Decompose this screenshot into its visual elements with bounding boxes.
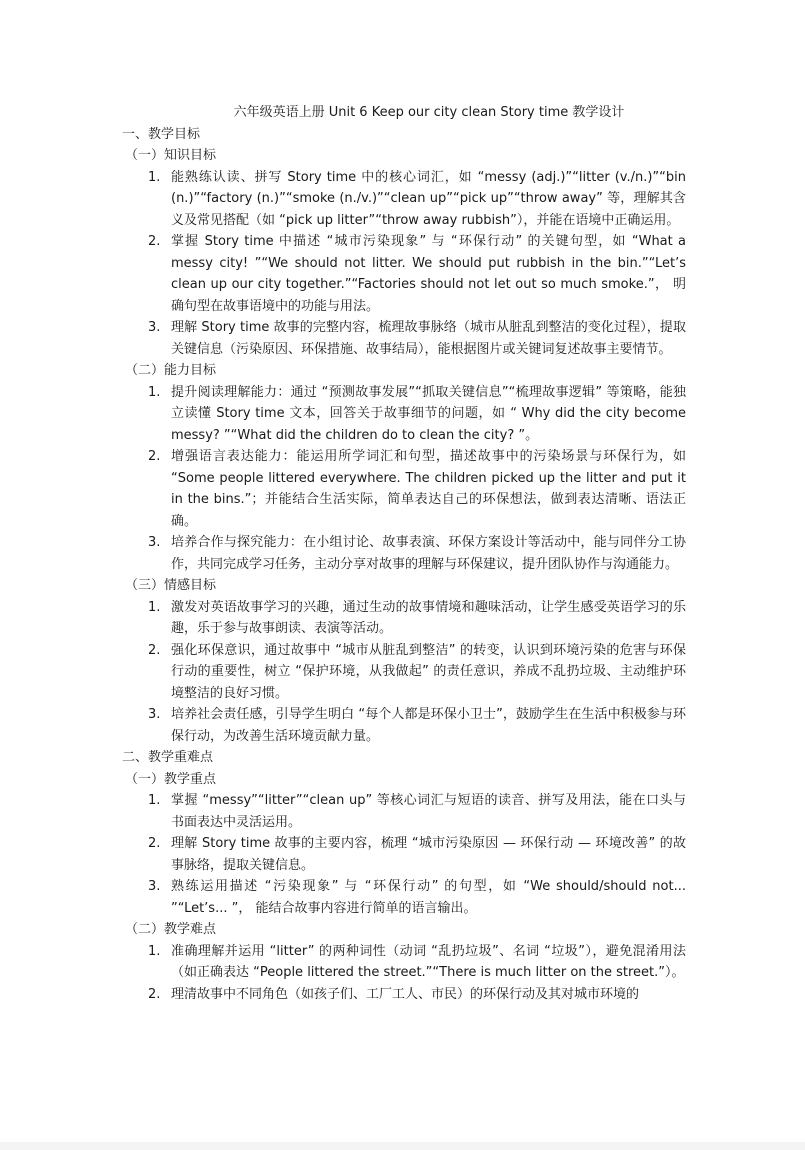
subsection-heading: （一）教学重点 [125,771,217,787]
list-item-text: 理解 Story time 故事的完整内容，梳理故事脉络（城市从脏乱到整洁的变化过程），提取关键信息（污染原因、环保措施、故事结局），能根据图片或关键词复述故事主要情节。 [171,320,686,357]
list-item [122,317,686,360]
list-item-text: 强化环保意识，通过故事中 “城市从脏乱到整洁” 的转变，认识到环境污染的危害与环保行动的重要性，树立 “保护环境，从我做起” 的责任意识，养成不乱扔垃圾、主动维护环境整洁的良好习惯。 [171,642,686,701]
list-item-number: 3. [148,320,161,335]
list-item [122,984,686,1006]
list-item-number: 2. [148,449,161,464]
subsection-heading: （二）能力目标 [125,363,217,378]
list-item-text: 培养社会责任感，引导学生明白 “每个人都是环保小卫士”，鼓励学生在生活中积极参与环保行动，为改善生活环境贡献力量。 [171,707,686,744]
list-item-number: 1. [148,384,161,400]
list-item-text: 激发对英语故事学习的兴趣，通过生动的故事情境和趣味活动，让学生感受英语学习的乐趣，乐于参与故事朗读、表演等活动。 [171,599,686,636]
list-item [122,640,686,705]
list-item-text: 理清故事中不同角色（如孩子们、工厂工人、市民）的环保行动及其对城市环境的 [171,986,640,1002]
list-item-number: 1. [148,599,161,615]
list-item-number: 3. [148,535,161,550]
numbered-list [122,790,686,919]
list-item-number: 1. [148,943,161,959]
list-item [122,532,686,575]
list-item [122,704,686,747]
subsection-heading: （一）知识目标 [125,148,217,163]
list-item-text: 培养合作与探究能力：在小组讨论、故事表演、环保方案设计等活动中，能与同伴分工协作，共同完成学习任务，主动分享对故事的理解与环保建议，提升团队协作与沟通能力。 [171,535,686,572]
list-item [122,382,686,447]
list-item [122,876,686,919]
list-item-text: 能熟练认读、拼写 Story time 中的核心词汇，如 “messy (adj.)”“litter (v./n.)”“bin (n.)”“factory (n.)”“smoke (n./v.)”“clean up”“pick up”“throw away” 等，理解其含义及常见搭配（如 “pick up litter”“throw away rubbish”），并能在语境中正确运用。 [171,169,686,228]
document-title: 六年级英语上册 Unit 6 Keep our city clean Story time 教学设计 [233,105,625,120]
list-item [122,167,686,232]
numbered-list [122,597,686,748]
list-item-number: 2. [148,642,161,658]
list-item [122,941,686,984]
numbered-list [122,382,686,576]
list-item-number: 2. [148,836,161,851]
document-body [122,102,686,1005]
list-item-number: 1. [148,793,161,808]
list-item-number: 3. [148,879,161,894]
list-item-text: 掌握 “messy”“litter”“clean up” 等核心词汇与短语的读音、拼写及用法，能在口头与书面表达中灵活运用。 [171,793,686,830]
list-item-text: 熟练运用描述 “污染现象” 与 “环保行动” 的句型，如 “We should/should not... ”“Let’s... ”， 能结合故事内容进行简单的语言输出。 [171,879,686,916]
list-item [122,231,686,317]
list-item-number: 2. [148,234,161,249]
list-item-number: 3. [148,707,161,722]
list-item [122,790,686,833]
numbered-list [122,167,686,361]
list-item-number: 2. [148,986,161,1002]
list-item-text: 增强语言表达能力：能运用所学词汇和句型，描述故事中的污染场景与环保行为，如 “Some people littered everywhere. The children picked up the litter and put it in the bins.”；并能结合生活实际，简单表达自己的环保想法，做到表达清晰、语法正确。 [171,449,686,529]
list-item-text: 准确理解并运用 “litter” 的两种词性（动词 “乱扔垃圾”、名词 “垃圾”），避免混淆用法（如正确表达 “People littered the street.”“There is much litter on the street.”）。 [171,943,686,980]
list-item [122,833,686,876]
subsection-heading: （二）教学难点 [125,922,217,937]
list-item-number: 1. [148,169,161,185]
numbered-list [122,941,686,1006]
list-item-text: 提升阅读理解能力：通过 “预测故事发展”“抓取关键信息”“梳理故事逻辑” 等策略，能独立读懂 Story time 文本，回答关于故事细节的问题，如 “ Why did the city become messy? ”“What did the children do to clean the city? ”。 [171,384,686,443]
list-item-text: 掌握 Story time 中描述 “城市污染现象” 与 “环保行动” 的关键句型，如 “What a messy city! ”“We should not litter. We should put rubbish in the bin.”“Let’s clean up our city together.”“Factories should not let out so much smoke.”， 明确句型在故事语境中的功能与用法。 [171,234,686,314]
subsection-heading: （三）情感目标 [125,578,217,593]
list-item-text: 理解 Story time 故事的主要内容，梳理 “城市污染原因 — 环保行动 — 环境改善” 的故事脉络，提取关键信息。 [171,836,686,873]
section-heading: 一、教学目标 [122,126,201,142]
section-heading: 二、教学重难点 [122,750,214,765]
list-item [122,446,686,532]
list-item [122,597,686,640]
